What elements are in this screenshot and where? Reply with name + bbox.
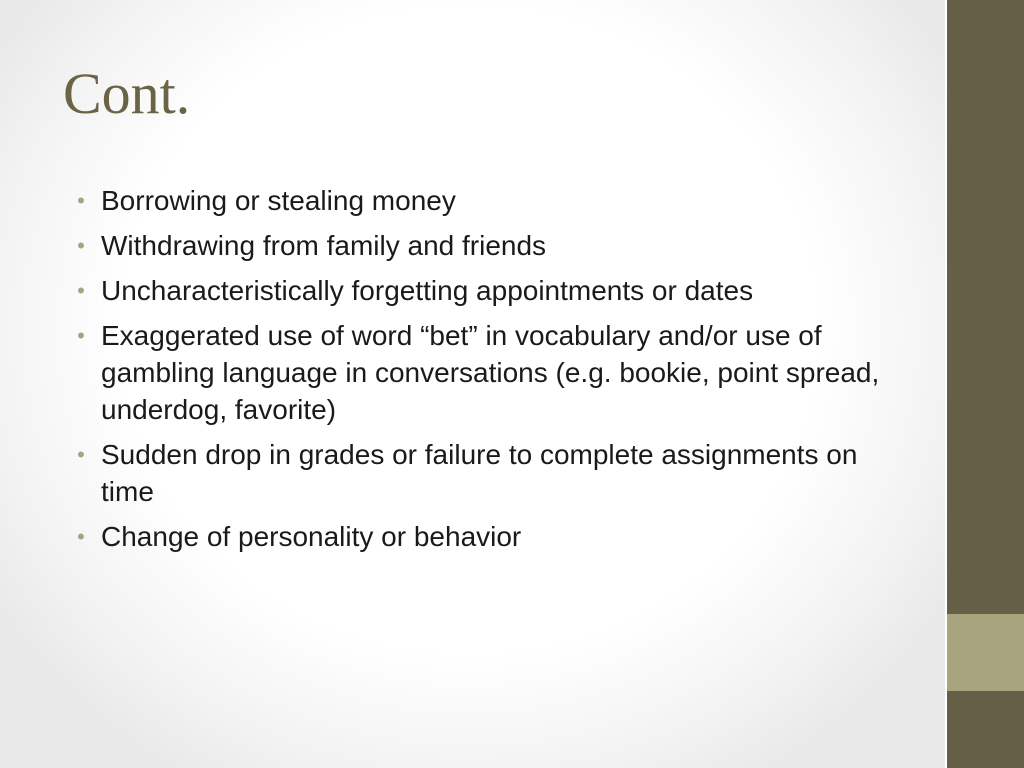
bullet-icon: • [77, 442, 85, 467]
bullet-item [74, 227, 904, 264]
decorative-sidebar-accent [947, 614, 1024, 691]
slide-title: Cont. [63, 61, 191, 126]
bullet-item [74, 182, 904, 219]
bullet-text: Exaggerated use of word “bet” in vocabulary and/or use of gambling language in conversations (e.g. bookie, point spread, underdog, favorite) [101, 320, 880, 425]
bullet-text: Borrowing or stealing money [101, 185, 456, 216]
bullet-item [74, 317, 904, 428]
bullet-list [74, 182, 904, 563]
bullet-item [74, 272, 904, 309]
bullet-icon: • [77, 524, 85, 549]
bullet-text: Sudden drop in grades or failure to complete assignments on time [101, 439, 858, 507]
bullet-text: Uncharacteristically forgetting appointments or dates [101, 275, 754, 306]
bullet-icon: • [77, 233, 85, 258]
bullet-icon: • [77, 188, 85, 213]
bullet-item [74, 436, 904, 510]
bullet-icon: • [77, 278, 85, 303]
bullet-icon: • [77, 323, 85, 348]
bullet-text: Withdrawing from family and friends [101, 230, 547, 261]
bullet-item [74, 518, 904, 555]
bullet-text: Change of personality or behavior [101, 521, 522, 552]
